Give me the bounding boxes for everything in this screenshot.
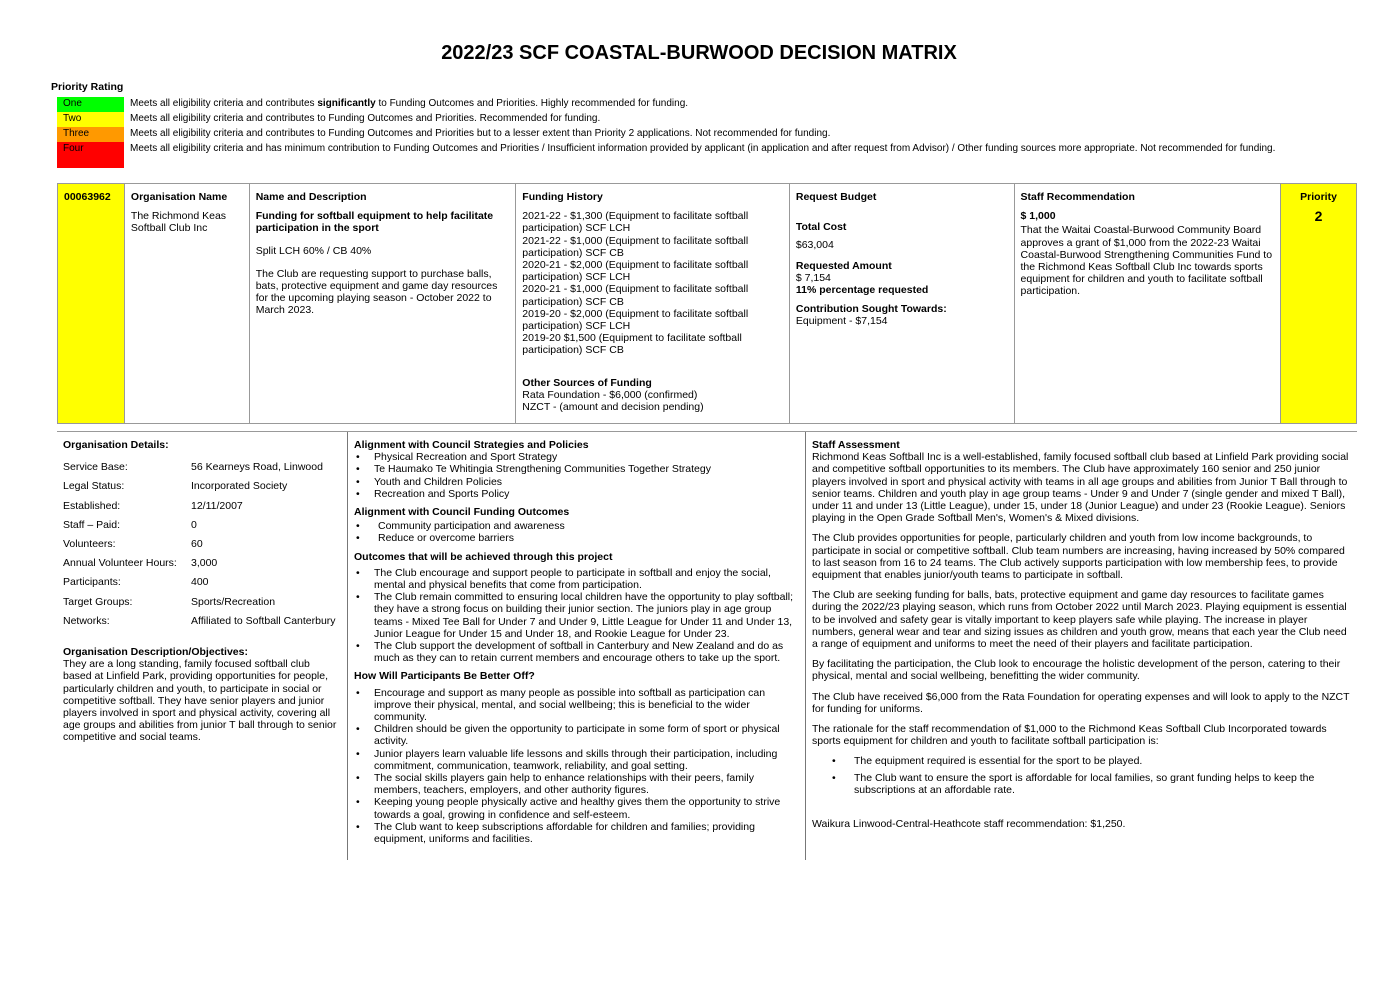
outcomes-list	[354, 520, 799, 544]
other-source-item: Rata Foundation - $6,000 (confirmed)	[522, 388, 698, 401]
priority-row-one	[57, 97, 1304, 112]
priority-swatch-two: Two	[57, 112, 124, 127]
list-item: • Encourage and support as many people as possible into softball as participation can improve their physical, mental, and social wellbeing; this is beneficial to the wider community.	[354, 687, 799, 724]
contribution-value: Equipment - $7,154	[795, 315, 888, 328]
priority-cell	[1281, 184, 1356, 423]
priority-desc-four: Meets all eligibility criteria and has minimum contribution to Funding Outcomes and Priorities / Insufficient information provided by applicant (in application and after request from Advisor) / Other funding sources more appropriate. Not recommended for funding.	[130, 143, 1276, 154]
org-name-cell	[125, 184, 250, 423]
other-source-item: NZCT - (amount and decision pending)	[522, 401, 704, 414]
list-item: • Youth and Children Policies	[354, 476, 799, 488]
list-item: • Physical Recreation and Sport Strategy	[354, 451, 799, 463]
funding-history-item: 2020-21 - $2,000 (Equipment to facilitate softball participation) SCF LCH	[522, 259, 749, 284]
org-detail-row: Target Groups: Sports/Recreation	[63, 595, 276, 608]
name-description-header: Name and Description	[255, 191, 367, 203]
org-detail-row: Established: 12/11/2007	[63, 499, 243, 512]
priority-desc-two: Meets all eligibility criteria and contributes to Funding Outcomes and Priorities. Recommended for funding.	[130, 113, 601, 124]
org-name: The Richmond Keas Softball Club Inc	[130, 210, 227, 235]
outcomes-header: Alignment with Council Funding Outcomes	[354, 506, 570, 519]
org-detail-row: Participants: 400	[63, 576, 209, 589]
priority-desc-three: Meets all eligibility criteria and contributes to Funding Outcomes and Priorities but to a lesser extent than Priority 2 applications. Not recommended for funding.	[130, 128, 831, 139]
decision-matrix-row	[57, 183, 1357, 424]
total-cost-label: Total Cost	[795, 221, 847, 234]
requested-amount-value: $ 7,154	[795, 271, 831, 284]
priority-row-two	[57, 112, 1304, 127]
funding-history-cell	[516, 184, 790, 423]
funding-history-item: 2021-22 - $1,300 (Equipment to facilitate softball participation) SCF LCH	[522, 210, 749, 235]
list-item: • The Club support the development of softball in Canterbury and New Zealand and do as much as they can to retain current members and encourage others to take up the sport.	[354, 640, 799, 664]
priority-row-three	[57, 127, 1304, 142]
list-item: • The Club want to ensure the sport is affordable for local families, so grant funding helps to keep the subscriptions at an affordable rate.	[812, 772, 1351, 796]
list-item: • Reduce or overcome barriers	[354, 532, 799, 544]
project-outcomes-header: Outcomes that will be achieved through this project	[354, 550, 613, 563]
list-item: • Community participation and awareness	[354, 520, 799, 532]
strategies-header: Alignment with Council Strategies and Policies	[354, 439, 589, 451]
assessment-paragraph: The rationale for the staff recommendation of $1,000 to the Richmond Keas Softball Club Incorporated towards sports equipment for children and youth to facilitate softball participation is:	[812, 723, 1327, 748]
list-item: • The equipment required is essential for the sport to be played.	[812, 755, 1351, 767]
project-title: Funding for softball equipment to help facilitate participation in the sport	[255, 210, 494, 235]
staff-recommendation-header: Staff Recommendation	[1020, 191, 1135, 203]
org-detail-row: Networks: Affiliated to Softball Canterbury	[63, 614, 336, 627]
org-details-header: Organisation Details:	[63, 439, 169, 451]
total-cost-value: $63,004	[795, 239, 834, 252]
funding-history-item: 2019-20 $1,500 (Equipment to facilitate softball participation) SCF CB	[522, 332, 742, 357]
list-item: • The Club remain committed to ensuring local children have the opportunity to play softball; they have a strong focus on building their junior section. The juniors play in age group teams - Mixed Tee Ball for Under 7 and Under 9, Little League for Under 11 and Under 13, Junior League for Under 15 and Under 18, and Rookie League for Under 23.	[354, 591, 799, 640]
other-board-recommendation: Waikura Linwood-Central-Heathcote staff recommendation: $1,250.	[812, 818, 1126, 831]
other-sources-header: Other Sources of Funding	[522, 376, 652, 389]
funding-history-item: 2021-22 - $1,000 (Equipment to facilitate softball participation) SCF CB	[522, 234, 749, 259]
priority-swatch-three: Three	[57, 127, 124, 142]
assessment-paragraph: The Club provides opportunities for people, particularly children and youth from low income backgrounds, to participate in social or competitive softball. Club team numbers are increasing, having increased by 50% compared to last season from 16 to 24 teams. The Club actively supports participation with low membership fees, to provide equipment that enables junior/youth teams to participate in softball.	[812, 532, 1345, 582]
staff-recommendation-text: That the Waitai Coastal-Burwood Community Board approves a grant of $1,000 from the 2022-23 Waitai Coastal-Burwood Strengthening Communities Fund to the Richmond Keas Softball Club Inc towards sports equipment for children and youth to facilitate softball participation.	[1020, 224, 1273, 298]
rationale-list	[812, 755, 1351, 796]
org-description: They are a long standing, family focused softball club based at Linfield Park, providing opportunities for people, particularly children and youth, to participate in social or competitive softball. They have senior players and junior players involved in sport and physical activity, covering all age groups and abilities from junior T ball through to senior competitive and social teams.	[63, 658, 337, 744]
details-section	[57, 432, 1357, 860]
contribution-label: Contribution Sought Towards:	[795, 303, 947, 316]
project-outcomes-list	[354, 567, 799, 665]
assessment-paragraph: Richmond Keas Softball Inc is a well-established, family focused softball club based at Linfield Park providing social and competitive softball opportunities to its members. The Club have approximately 160 senior and 250 junior players involved in sport and physical activity with teams in all age groups and abilities from Junior T Ball through to senior teams. Children and youth play in age group teams - Under 9 and Under 7 (single gender and mixed T Ball), under 11 and under 13 (Little League), under 15, under 18 (Junior League) and under 23 (Rookie League). Seniors playing in the Open Grade Softball Men's, Women's & Mixed divisions.	[812, 451, 1349, 525]
list-item: • The social skills players gain help to enhance relationships with their peers, family members, teachers, employers, and other authority figures.	[354, 772, 799, 796]
list-item: • Te Haumako Te Whitingia Strengthening Communities Together Strategy	[354, 463, 799, 475]
list-item: • Recreation and Sports Policy	[354, 488, 799, 500]
list-item: • The Club encourage and support people to participate in softball and enjoy the social, mental and physical benefits that come from participation.	[354, 567, 799, 591]
org-detail-row: Staff – Paid: 0	[63, 518, 197, 531]
org-details-column	[57, 432, 348, 860]
priority-swatch-one: One	[57, 97, 124, 112]
funding-history-item: 2020-21 - $1,000 (Equipment to facilitate softball participation) SCF CB	[522, 283, 749, 308]
org-detail-row: Service Base: 56 Kearneys Road, Linwood	[63, 461, 323, 474]
better-off-list	[354, 687, 799, 846]
funding-history-header: Funding History	[522, 191, 603, 203]
staff-recommendation-amount: $ 1,000	[1020, 210, 1056, 223]
staff-assessment-header: Staff Assessment	[812, 439, 900, 451]
priority-swatch-four: Four	[57, 142, 124, 168]
assessment-paragraph: By facilitating the participation, the Club look to encourage the holistic development of the person, catering to their physical, mental and social wellbeing, benefitting the wider community.	[812, 658, 1341, 683]
assessment-paragraph: The Club have received $6,000 from the Rata Foundation for operating expenses and will look to apply to the NZCT for funding for uniforms.	[812, 690, 1350, 715]
org-detail-row: Volunteers: 60	[63, 537, 203, 550]
staff-recommendation-cell	[1015, 184, 1282, 423]
org-detail-row: Annual Volunteer Hours: 3,000	[63, 557, 218, 570]
org-description-header: Organisation Description/Objectives:	[63, 645, 248, 658]
project-description: The Club are requesting support to purchase balls, bats, protective equipment and game day resources for the upcoming playing season - October 2022 to March 2023.	[255, 267, 498, 317]
application-id-cell	[58, 184, 125, 423]
strategies-list	[354, 451, 799, 500]
alignment-column	[348, 432, 806, 860]
list-item: • Junior players learn valuable life lessons and skills through their participation, including commitment, communication, teamwork, reliability, and goal setting.	[354, 748, 799, 772]
application-id: 00063962	[64, 191, 111, 203]
priority-desc-one: Meets all eligibility criteria and contributes significantly to Funding Outcomes and Priorities. Highly recommended for funding.	[130, 98, 689, 109]
priority-row-four	[57, 142, 1304, 168]
org-name-header: Organisation Name	[130, 191, 228, 203]
priority-rating-label: Priority Rating	[51, 81, 124, 93]
better-off-header: How Will Participants Be Better Off?	[354, 670, 535, 683]
list-item: • Keeping young people physically active and healthy gives them the opportunity to strive towards a goal, growing in confidence and self-esteem.	[354, 796, 799, 820]
requested-amount-label: Requested Amount	[795, 259, 892, 272]
percentage-requested: 11% percentage requested	[795, 284, 929, 297]
request-budget-cell	[790, 184, 1015, 423]
priority-value: 2	[1314, 208, 1323, 225]
page-title: 2022/23 SCF COASTAL-BURWOOD DECISION MATRIX	[441, 42, 957, 64]
funding-history-item: 2019-20 - $2,000 (Equipment to facilitate softball participation) SCF LCH	[522, 307, 749, 333]
assessment-paragraph: The Club are seeking funding for balls, bats, protective equipment and game day resources to facilitate games during the 2022/23 playing season, which runs from October 2022 until March 2023. Playing equipment is essential to be involved and safety gear is vitally important to keep players safe while playing. The increase in player numbers, general wear and tear and sizing issues as children and youth grow, means that each year the Club need a range of equipment and uniforms to meet the need of their players and facilitate participation.	[812, 589, 1347, 651]
staff-assessment-column	[806, 432, 1357, 860]
org-detail-row: Legal Status: Incorporated Society	[63, 480, 288, 493]
list-item: • The Club want to keep subscriptions affordable for children and families; providing equipment, uniforms and facilities.	[354, 821, 799, 845]
split-text: Split LCH 60% / CB 40%	[255, 244, 372, 257]
name-description-cell	[250, 184, 517, 423]
request-budget-header: Request Budget	[795, 191, 877, 203]
list-item: • Children should be given the opportunity to participate in some form of sport or physical activity.	[354, 723, 799, 747]
priority-header: Priority	[1300, 191, 1337, 203]
